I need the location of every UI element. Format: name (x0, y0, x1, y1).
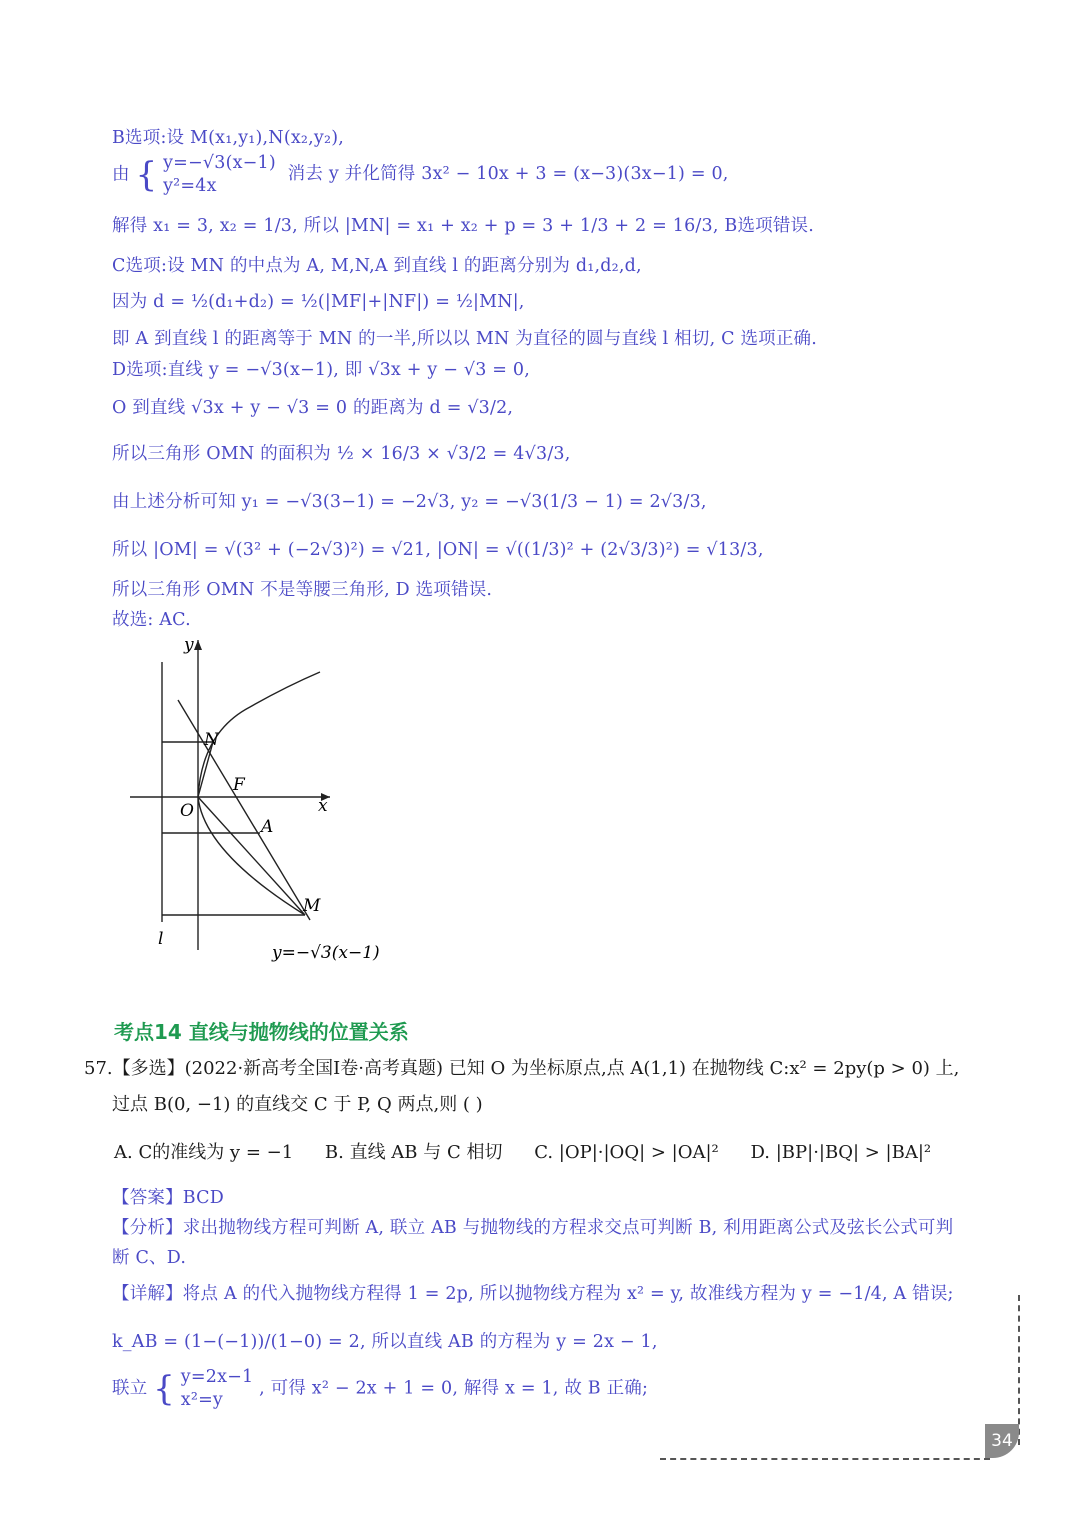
page-number: 34 (985, 1424, 1019, 1458)
solution-detail-2: k_AB = (1−(−1))/(1−0) = 2, 所以直线 AB 的方程为 y = 2x − 1, (112, 1332, 658, 1352)
detail3-suffix: , 可得 x² − 2x + 1 = 0, 解得 x = 1, 故 B 正确; (259, 1378, 649, 1399)
system-brace-2: { (153, 1368, 176, 1409)
question-options (114, 1138, 957, 1164)
section-title: 考点14 直线与抛物线的位置关系 (114, 1020, 409, 1044)
solution-line-d3: 所以三角形 OMN 的面积为 ½ × 16/3 × √3/2 = 4√3/3, (112, 444, 571, 464)
question-line-1: 57.【多选】(2022·新高考全国Ⅰ卷·高考真题) 已知 O 为坐标原点,点 A(1,1) 在抛物线 C:x² = 2py(p > 0) 上, (84, 1058, 960, 1079)
system-eq2: y²=4x (163, 175, 217, 196)
solution-line-d6: 所以三角形 OMN 不是等腰三角形, D 选项错误. (112, 580, 493, 600)
solution-line-b1: B选项:设 M(x₁,y₁),N(x₂,y₂), (112, 128, 344, 148)
question-line-2: 过点 B(0, −1) 的直线交 C 于 P, Q 两点,则 ( ) (112, 1094, 483, 1115)
solution-line-c1: C选项:设 MN 的中点为 A, M,N,A 到直线 l 的距离分别为 d₁,d₂,d, (112, 256, 642, 276)
system-brace: { (135, 154, 158, 195)
page-border-horizontal (660, 1458, 990, 1460)
label-o: O (180, 801, 194, 821)
equation-system (163, 152, 276, 198)
system-eq1: y=−√3(x−1) (163, 153, 276, 173)
solution-line-b3: 解得 x₁ = 3, x₂ = 1/3, 所以 |MN| = x₁ + x₂ + p = 3 + 1/3 + 2 = 16/3, B选项错误. (112, 216, 815, 236)
solution-line-d5: 所以 |OM| = √(3² + (−2√3)²) = √21, |ON| = √((1/3)² + (2√3/3)²) = √13/3, (112, 540, 764, 560)
solution-detail-3 (112, 1366, 648, 1412)
label-n: N (204, 730, 219, 750)
option-d: D. |BP|·|BQ| > |BA|² (750, 1142, 932, 1163)
b2-suffix: 消去 y 并化简得 3x² − 10x + 3 = (x−3)(3x−1) = 0, (287, 164, 729, 185)
b2-prefix: 由 (112, 164, 130, 185)
system2-eq1: y=2x−1 (180, 1367, 254, 1387)
solution-line-d1: D选项:直线 y = −√3(x−1), 即 √3x + y − √3 = 0, (112, 360, 531, 380)
equation-system-2 (181, 1366, 254, 1412)
option-a: A. C的准线为 y = −1 (114, 1142, 294, 1163)
option-c: C. |OP|·|OQ| > |OA|² (534, 1142, 719, 1163)
solution-line-b2 (112, 152, 729, 198)
label-l: l (158, 929, 164, 949)
y-axis-arrow (194, 640, 202, 650)
solution-line-d2: O 到直线 √3x + y − √3 = 0 的距离为 d = √3/2, (112, 398, 514, 418)
solution-analysis-1: 【分析】求出抛物线方程可判断 A, 联立 AB 与抛物线的方程求交点可判断 B, 利用距离公式及弦长公式可判 (112, 1218, 954, 1238)
solution-analysis-2: 断 C、D. (112, 1248, 187, 1268)
solution-line-c2: 因为 d = ½(d₁+d₂) = ½(|MF|+|NF|) = ½|MN|, (112, 292, 525, 312)
label-x: x (318, 796, 328, 816)
solution-detail-1: 【详解】将点 A 的代入抛物线方程得 1 = 2p, 所以抛物线方程为 x² = y, 故准线方程为 y = −1/4, A 错误; (112, 1284, 954, 1304)
solution-line-d4: 由上述分析可知 y₁ = −√3(3−1) = −2√3, y₂ = −√3(1/3 − 1) = 2√3/3, (112, 492, 707, 512)
label-y: y (184, 635, 194, 655)
label-a: A (261, 817, 274, 837)
solution-answer: 故选: AC. (112, 610, 191, 630)
segment-om (198, 797, 305, 915)
label-m: M (303, 896, 321, 916)
detail3-prefix: 联立 (112, 1378, 148, 1399)
solution-line-c3: 即 A 到直线 l 的距离等于 MN 的一半,所以以 MN 为直径的圆与直线 l 相切, C 选项正确. (112, 329, 818, 349)
option-b: B. 直线 AB 与 C 相切 (324, 1142, 503, 1163)
segment-on (198, 742, 213, 797)
page-border-vertical (1018, 1295, 1020, 1445)
label-f: F (233, 775, 245, 795)
parabola-figure (120, 632, 400, 972)
solution-answer-label: 【答案】BCD (112, 1188, 225, 1208)
label-line-eq: y=−√3(x−1) (272, 943, 380, 963)
system2-eq2: x²=y (180, 1389, 224, 1410)
